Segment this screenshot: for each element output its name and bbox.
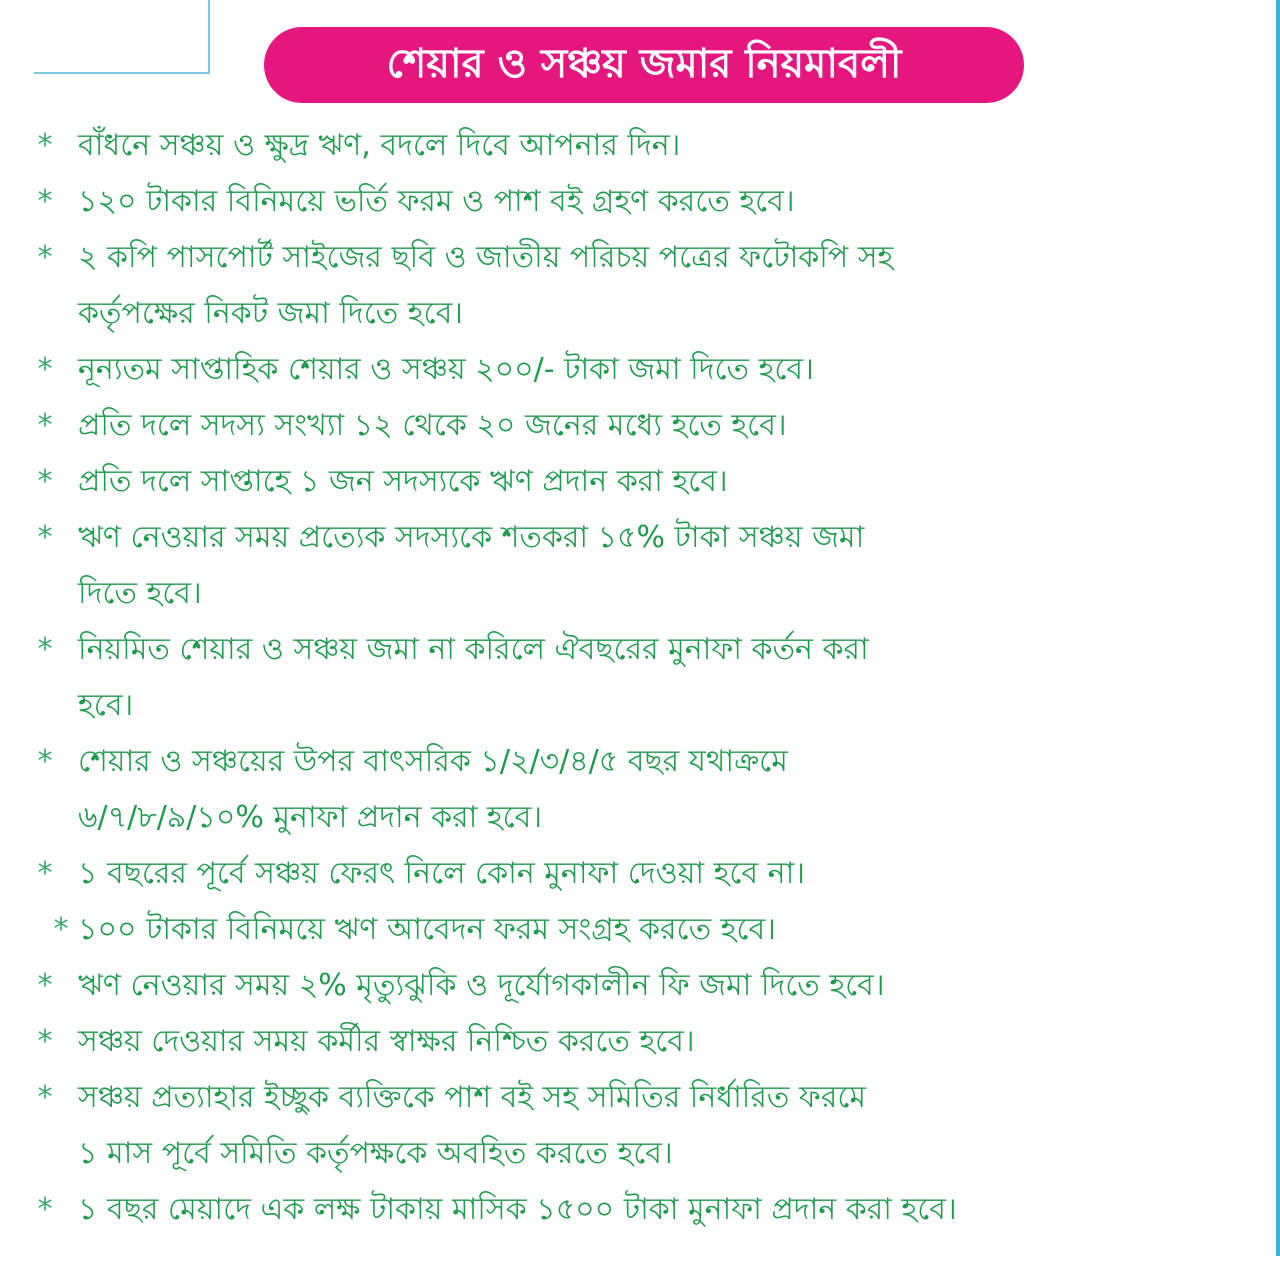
rule-item (30, 118, 1250, 174)
rule-text: নিয়মিত শেয়ার ও সঞ্চয় জমা না করিলে ঐবছরের মুনাফা কর্তন করা হবে। (78, 632, 869, 723)
rule-text: বাঁধনে সঞ্চয় ও ক্ষুদ্র ঋণ, বদলে দিবে আপনার দিন। (78, 128, 681, 163)
corner-frame-line (34, 0, 210, 74)
asterisk-icon: * (53, 912, 69, 947)
asterisk-icon: * (37, 520, 53, 555)
rules-list (30, 118, 1250, 1238)
rule-text: প্রতি দলে সাপ্তাহে ১ জন সদস্যকে ঋণ প্রদান করা হবে। (78, 464, 728, 499)
asterisk-icon: * (37, 632, 53, 667)
rule-item (30, 1182, 1250, 1238)
right-border-line (1276, 0, 1280, 1256)
rule-text: শেয়ার ও সঞ্চয়ের উপর বাৎসরিক ১/২/৩/৪/৫ বছর যথাক্রমে ৬/৭/৮/৯/১০% মুনাফা প্রদান করা হবে। (78, 744, 788, 835)
asterisk-icon: * (37, 1080, 53, 1115)
rule-item (30, 622, 1250, 734)
rule-item (30, 230, 1250, 342)
rule-text: ১ বছর মেয়াদে এক লক্ষ টাকায় মাসিক ১৫০০ টাকা মুনাফা প্রদান করা হবে। (78, 1192, 957, 1227)
rule-item (30, 958, 1250, 1014)
asterisk-icon: * (37, 352, 53, 387)
rule-item (30, 1070, 1250, 1182)
title-banner (264, 27, 1024, 103)
rule-text: ২ কপি পাসপোর্ট সাইজের ছবি ও জাতীয় পরিচয় পত্রের ফটোকপি সহ কর্তৃপক্ষের নিকট জমা দিতে হবে। (78, 240, 894, 331)
rule-item (30, 454, 1250, 510)
page-title: শেয়ার ও সঞ্চয় জমার নিয়মাবলী (386, 40, 902, 87)
rule-item (30, 846, 1250, 902)
rule-item (30, 398, 1250, 454)
rule-text: ঋণ নেওয়ার সময় ২% মৃত্যুঝুকি ও দূর্যোগকালীন ফি জমা দিতে হবে। (78, 968, 885, 1003)
asterisk-icon: * (37, 184, 53, 219)
rule-text: ১০০ টাকার বিনিময়ে ঋণ আবেদন ফরম সংগ্রহ করতে হবে। (78, 912, 776, 947)
rule-item (30, 1014, 1250, 1070)
asterisk-icon: * (37, 128, 53, 163)
rule-item (30, 902, 1250, 958)
rule-text: ১২০ টাকার বিনিময়ে ভর্তি ফরম ও পাশ বই গ্রহণ করতে হবে। (78, 184, 795, 219)
rule-text: নূন্যতম সাপ্তাহিক শেয়ার ও সঞ্চয় ২০০/- টাকা জমা দিতে হবে। (78, 352, 814, 387)
rule-text: ১ বছরের পূর্বে সঞ্চয় ফেরৎ নিলে কোন মুনাফা দেওয়া হবে না। (78, 856, 806, 891)
asterisk-icon: * (37, 856, 53, 891)
rule-text: সঞ্চয় প্রত্যাহার ইচ্ছুক ব্যক্তিকে পাশ বই সহ সমিতির নির্ধারিত ফরমে ১ মাস পূর্বে সমিতি কর্তৃপক্ষকে অবহিত করতে হবে। (78, 1080, 867, 1171)
asterisk-icon: * (37, 408, 53, 443)
rule-text: ঋণ নেওয়ার সময় প্রত্যেক সদস্যকে শতকরা ১৫% টাকা সঞ্চয় জমা দিতে হবে। (78, 520, 865, 611)
asterisk-icon: * (37, 464, 53, 499)
asterisk-icon: * (37, 968, 53, 1003)
rule-text: সঞ্চয় দেওয়ার সময় কর্মীর স্বাক্ষর নিশ্চিত করতে হবে। (78, 1024, 695, 1059)
asterisk-icon: * (37, 240, 53, 275)
asterisk-icon: * (37, 744, 53, 779)
rule-item (30, 342, 1250, 398)
asterisk-icon: * (37, 1024, 53, 1059)
rule-text: প্রতি দলে সদস্য সংখ্যা ১২ থেকে ২০ জনের মধ্যে হতে হবে। (78, 408, 787, 443)
rule-item (30, 174, 1250, 230)
asterisk-icon: * (37, 1192, 53, 1227)
rule-item (30, 510, 1250, 622)
rule-item (30, 734, 1250, 846)
